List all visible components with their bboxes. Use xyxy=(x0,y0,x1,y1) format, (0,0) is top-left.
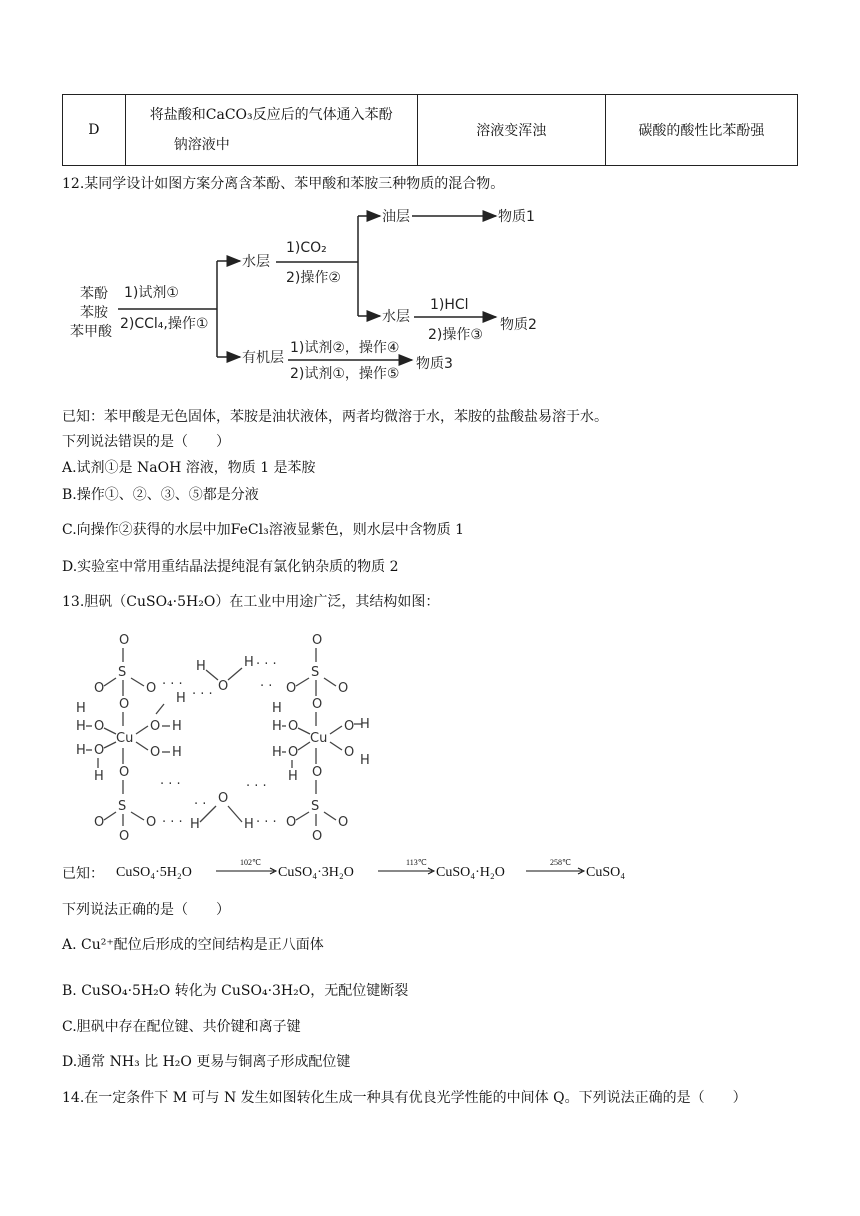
operation-line1: 将盐酸和CaCO₃反应后的气体通入苯酚 xyxy=(149,107,393,123)
step4-bottom: 2)试剂①，操作⑤ xyxy=(290,366,400,382)
oil-layer: 油层 xyxy=(382,209,410,225)
q13-option-c: C.胆矾中存在配位键、共价键和离子键 xyxy=(62,1019,301,1035)
substance-3: 物质3 xyxy=(416,356,453,372)
q12-option-d: D.实验室中常用重结晶法提纯混有氯化钠杂质的物质 2 xyxy=(62,559,399,575)
atom-o: O xyxy=(344,745,355,760)
chain-t1: 102℃ xyxy=(240,858,261,867)
q12-known: 已知：苯甲酸是无色固体，苯胺是油状液体，两者均微溶于水，苯胺的盐酸盐易溶于水。 xyxy=(62,409,608,425)
atom-o: O xyxy=(288,719,299,734)
atom-o: O xyxy=(94,815,105,830)
atom-h: H xyxy=(196,659,206,674)
blue-vitriol-structure xyxy=(66,628,370,844)
atom-h: H xyxy=(288,769,298,784)
atom-o: O xyxy=(119,633,130,648)
atom-o: O xyxy=(146,681,157,696)
atom-o: O xyxy=(119,829,130,844)
operation-line2: 钠溶液中 xyxy=(173,137,230,153)
q13-option-a: A. Cu²⁺配位后形成的空间结构是正八面体 xyxy=(62,937,324,953)
q13-known-label: 已知： xyxy=(62,866,104,882)
organic-layer: 有机层 xyxy=(242,350,284,366)
atom-o: O xyxy=(338,815,349,830)
atom-o: O xyxy=(286,815,297,830)
svg-text:· · ·: · · · xyxy=(162,815,183,830)
substance-1: 物质1 xyxy=(498,209,535,225)
operation-cell xyxy=(125,95,417,166)
svg-text:· · ·: · · · xyxy=(246,779,267,794)
atom-cu: Cu xyxy=(310,731,328,746)
step3-top: 1)HCl xyxy=(430,297,469,313)
atom-h: H xyxy=(190,817,200,832)
atom-h: H xyxy=(272,745,282,760)
atom-o: O xyxy=(218,791,229,806)
atom-h: H xyxy=(360,717,370,732)
atom-o: O xyxy=(119,765,130,780)
atom-h: H xyxy=(172,745,182,760)
q13-question: 下列说法正确的是（ ） xyxy=(62,902,230,918)
atom-s: S xyxy=(118,799,127,814)
mix-benzoic: 苯甲酸 xyxy=(70,324,112,340)
atom-h: H xyxy=(94,769,104,784)
atom-o: O xyxy=(146,815,157,830)
step4-top: 1)试剂②，操作④ xyxy=(290,340,400,356)
atom-h: H xyxy=(272,719,282,734)
atom-cu: Cu xyxy=(116,731,134,746)
atom-o: O xyxy=(286,681,297,696)
svg-text:· · ·: · · · xyxy=(256,657,277,672)
step1-bottom: 2)CCl₄,操作① xyxy=(120,316,209,332)
atom-h: H xyxy=(360,753,370,768)
q13-option-d: D.通常 NH₃ 比 H₂O 更易与铜离子形成配位键 xyxy=(62,1054,351,1070)
q13-stem: 13.胆矾（CuSO₄·5H₂O）在工业中用途广泛，其结构如图： xyxy=(62,594,440,610)
q12-option-c: C.向操作②获得的水层中加FeCl₃溶液显紫色，则水层中含物质 1 xyxy=(62,522,465,538)
svg-text:· · ·: · · · xyxy=(192,687,213,702)
water-layer: 水层 xyxy=(242,254,270,270)
svg-text:· ·: · · xyxy=(194,797,207,812)
chain-t3: 258℃ xyxy=(550,858,571,867)
atom-s: S xyxy=(311,799,320,814)
q13-option-b: B. CuSO₄·5H₂O 转化为 CuSO₄·3H₂O，无配位键断裂 xyxy=(62,983,409,999)
atom-o: O xyxy=(218,679,229,694)
q12-option-a: A.试剂①是 NaOH 溶液，物质 1 是苯胺 xyxy=(62,460,316,476)
option-letter: D xyxy=(63,95,126,166)
atom-o: O xyxy=(338,681,349,696)
atom-h: H xyxy=(244,655,254,670)
mix-phenol: 苯酚 xyxy=(80,286,108,302)
q12-question: 下列说法错误的是（ ） xyxy=(62,434,230,450)
dehydration-chain xyxy=(116,854,656,884)
atom-h: H xyxy=(172,719,182,734)
chain-s1: CuSO₄·5H₂O xyxy=(116,865,192,880)
atom-o: O xyxy=(94,719,105,734)
svg-text:· · ·: · · · xyxy=(160,777,181,792)
separation-flowchart xyxy=(62,200,582,380)
atom-o: O xyxy=(312,633,323,648)
step3-bottom: 2)操作③ xyxy=(428,327,483,343)
chain-t2: 113℃ xyxy=(406,858,427,867)
atom-o: O xyxy=(150,745,161,760)
chain-s3: CuSO₄·H₂O xyxy=(436,865,505,880)
step1-top: 1)试剂① xyxy=(124,285,179,301)
atom-h: H xyxy=(76,701,86,716)
atom-o: O xyxy=(312,765,323,780)
atom-h: H xyxy=(76,743,86,758)
option-table xyxy=(62,94,798,166)
atom-s: S xyxy=(118,665,127,680)
q12-stem: 12.某同学设计如图方案分离含苯酚、苯甲酸和苯胺三种物质的混合物。 xyxy=(62,176,505,192)
water-layer-2: 水层 xyxy=(382,309,410,325)
substance-2: 物质2 xyxy=(500,317,537,333)
atom-o: O xyxy=(94,681,105,696)
atom-o: O xyxy=(119,697,130,712)
svg-text:· · ·: · · · xyxy=(256,815,277,830)
atom-o: O xyxy=(288,745,299,760)
svg-text:· ·: · · xyxy=(260,679,273,694)
atom-h: H xyxy=(272,701,282,716)
mix-aniline: 苯胺 xyxy=(80,305,108,321)
atom-o: O xyxy=(312,697,323,712)
atom-h: H xyxy=(244,817,254,832)
q14-stem: 14.在一定条件下 M 可与 N 发生如图转化生成一种具有优良光学性能的中间体 Q。下列说法正确的是（ ） xyxy=(62,1090,747,1106)
atom-o: O xyxy=(150,719,161,734)
atom-h: H xyxy=(176,691,186,706)
atom-o: O xyxy=(312,829,323,844)
phenomenon-cell: 溶液变浑浊 xyxy=(417,95,605,166)
chain-s2: CuSO₄·3H₂O xyxy=(278,865,354,880)
atom-o: O xyxy=(94,743,105,758)
atom-s: S xyxy=(311,665,320,680)
step2-bottom: 2)操作② xyxy=(286,270,341,286)
svg-text:· · ·: · · · xyxy=(162,677,183,692)
step2-top: 1)CO₂ xyxy=(286,240,327,256)
chain-s4: CuSO₄ xyxy=(586,865,626,880)
q12-option-b: B.操作①、②、③、⑤都是分液 xyxy=(62,487,259,503)
conclusion-cell: 碳酸的酸性比苯酚强 xyxy=(605,95,797,166)
atom-h: H xyxy=(76,719,86,734)
atom-o: O xyxy=(344,719,355,734)
